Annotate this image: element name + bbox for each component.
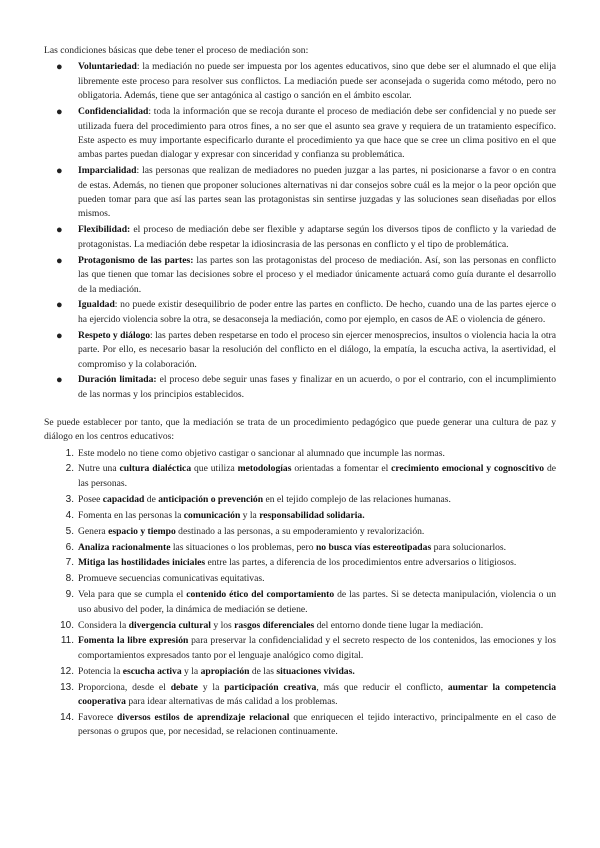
condition-item xyxy=(56,164,556,222)
point-text: Nutre una xyxy=(78,463,120,475)
point-text: de las xyxy=(249,665,277,677)
point-item xyxy=(65,556,556,570)
point-text: y la xyxy=(240,509,260,521)
point-bold-text: aumentar la competencia cooperativa xyxy=(78,681,556,708)
point-text: y la xyxy=(197,681,225,693)
point-item xyxy=(65,462,557,491)
point-item xyxy=(65,525,556,539)
point-bold-text: Mitiga las hostilidades iniciales xyxy=(78,557,206,569)
point-number: 6. xyxy=(65,541,74,553)
bullet-icon: ● xyxy=(56,254,63,267)
condition-term: Igualdad xyxy=(78,299,115,311)
point-text: en el tejido complejo de las relaciones humanas. xyxy=(263,493,451,505)
bullet-icon: ● xyxy=(56,299,63,312)
point-text: , más que reducir el conflicto, xyxy=(316,681,448,693)
condition-term: Flexibilidad: xyxy=(78,224,131,236)
conditions-list xyxy=(44,60,556,402)
point-text: orientadas a fomentar el xyxy=(291,463,392,475)
point-item xyxy=(65,509,556,523)
condition-text: : las partes deben respetarse en todo el proceso sin ejercer menosprecios, insultos o violencia hacia la otra parte. Por ello, es necesario basar la resolución del conflicto en el diálogo, la empatía, la escucha activa, la asertividad, el compromiso y la colaboración. xyxy=(78,329,556,370)
spacer xyxy=(44,404,556,416)
condition-item xyxy=(56,105,556,163)
point-bold-text: situaciones vividas. xyxy=(276,665,355,677)
condition-item xyxy=(56,329,556,372)
intro-paragraph: Las condiciones básicas que debe tener el proceso de mediación son: xyxy=(44,45,309,56)
condition-item xyxy=(56,223,556,252)
condition-text: : no puede existir desequilibrio de poder entre las partes en conflicto. De hecho, cuando una de las partes ejerce o ha ejercido violencia sobre la otra, se desaconseja la mediación, como por ejemplo, en casos de AE o violencia de género. xyxy=(78,299,556,325)
point-bold-text: divergencia cultural xyxy=(128,619,211,631)
point-number: 14. xyxy=(60,711,74,723)
point-text: y los xyxy=(210,619,235,631)
point-bold-text: crecimiento emocional y cognoscitivo xyxy=(391,463,545,475)
point-item xyxy=(65,572,556,586)
point-text: Este modelo no tiene como objetivo castigar o sancionar al alumnado que incumple las normas. xyxy=(78,447,445,459)
point-number: 11. xyxy=(60,635,74,647)
point-bold-text: anticipación o prevención xyxy=(158,493,264,505)
point-item xyxy=(60,634,556,663)
point-text: de las partes. Si se detecta manipulación, violencia o un uso abusivo del poder, la dinámica de mediación se detiene. xyxy=(78,589,557,615)
point-text: las situaciones o los problemas, pero xyxy=(170,541,316,553)
point-item xyxy=(60,711,556,740)
point-bold-text: cultura dialéctica xyxy=(119,463,192,475)
condition-term: Duración limitada: xyxy=(78,374,157,386)
point-text: y la xyxy=(181,665,201,677)
point-item xyxy=(65,493,556,507)
point-item xyxy=(65,447,556,461)
point-bold-text: comunicación xyxy=(183,509,241,521)
condition-text: : las personas que realizan de mediadores no pueden juzgar a las partes, ni posicionarse a favor o en contra de estas. Además, no tienen que proponer soluciones alternativas ni dar consejos sobre cuál es la mejor o la peor opción que pueden tomar para que así las partes sean las protagonistas sin sentirse juzgadas y las soluciones sean diseñadas por ellos mismos. xyxy=(78,165,556,220)
point-text: Fomenta en las personas la xyxy=(78,509,184,521)
point-text: destinado a las personas, a su empoderamiento y revalorización. xyxy=(175,525,425,537)
point-number: 2. xyxy=(65,463,74,475)
condition-term: Protagonismo de las partes: xyxy=(78,254,194,266)
point-text: para preservar la confidencialidad y el secreto respecto de los contenidos, las emociones y los comportamientos expresados tanto por el lenguaje analógico como digital. xyxy=(78,635,556,661)
point-number: 5. xyxy=(65,525,74,537)
point-item xyxy=(60,665,556,679)
bullet-icon: ● xyxy=(56,106,63,119)
condition-text: las partes son las protagonistas del proceso de mediación. Así, son las personas en conflicto las que tienen que tomar las decisiones sobre el proceso y el mediador únicamente actuará como guía durante el desarrollo de la mediación. xyxy=(78,254,556,295)
condition-term: Voluntariedad xyxy=(78,61,137,73)
condition-text: : toda la información que se recoja durante el proceso de mediación debe ser confidencial y no puede ser utilizada fuera del procedimiento para otros fines, a no ser que el asunto sea grave y requiera de un tratamiento específico. Este aspecto es muy importante especificarlo durante el procedimiento ya que hace que se cree un clima positivo en el que ambas partes puedan dialogar y expresar con sinceridad y confianza su problemática. xyxy=(78,106,556,161)
point-item xyxy=(65,541,556,555)
point-text: de las personas. xyxy=(78,463,557,489)
point-text: Proporciona, desde el xyxy=(78,681,171,693)
point-text: que enriquecen el tejido interactivo, principalmente en el caso de personas o grupos que, por necesidad, se relacionen continuamente. xyxy=(78,711,556,738)
point-bold-text: Analiza racionalmente xyxy=(78,541,171,553)
point-text: que utiliza xyxy=(191,463,238,475)
point-number: 7. xyxy=(65,557,74,569)
point-bold-text: capacidad xyxy=(102,493,145,505)
point-bold-text: metodologías xyxy=(237,463,292,475)
point-text: del entorno donde tiene lugar la mediación. xyxy=(314,619,484,631)
bullet-icon: ● xyxy=(56,374,63,387)
point-bold-text: rasgos diferenciales xyxy=(234,619,315,631)
point-number: 4. xyxy=(65,509,74,521)
point-text: para idear alternativas de más calidad a los problemas. xyxy=(125,696,338,708)
point-item xyxy=(60,681,556,710)
point-number: 9. xyxy=(65,589,74,601)
condition-text: el proceso debe seguir unas fases y finalizar en un acuerdo, o por el contrario, con el incumplimiento de las normas y los principios establecidos. xyxy=(78,374,556,400)
point-item xyxy=(65,588,557,617)
point-bold-text: apropiación xyxy=(200,665,250,677)
bullet-icon: ● xyxy=(56,329,63,342)
point-text: Promueve secuencias comunicativas equitativas. xyxy=(78,573,265,585)
point-text: para solucionarlos. xyxy=(431,541,507,553)
condition-item xyxy=(56,254,556,297)
point-text: Potencia la xyxy=(78,665,123,677)
point-number: 10. xyxy=(60,619,74,631)
bullet-icon: ● xyxy=(56,61,63,74)
point-text: Vela para que se cumpla el xyxy=(78,589,187,601)
point-bold-text: escucha activa xyxy=(122,665,182,677)
point-text: Posee xyxy=(78,493,103,505)
second-intro-paragraph: Se puede establecer por tanto, que la mediación se trata de un procedimiento pedagógico que puede generar una cultura de paz y diálogo en los centros educativos: xyxy=(44,416,556,443)
condition-term: Confidencialidad xyxy=(78,106,149,118)
point-number: 13. xyxy=(60,681,74,693)
point-bold-text: espacio y tiempo xyxy=(108,525,176,537)
point-number: 1. xyxy=(65,447,74,459)
point-bold-text: diversos estilos de aprendizaje relacional xyxy=(117,711,290,723)
point-bold-text: contenido ético del comportamiento xyxy=(186,589,335,601)
condition-item xyxy=(56,60,556,103)
point-text: de xyxy=(144,493,159,505)
bullet-icon: ● xyxy=(56,165,63,178)
points-list xyxy=(44,447,556,740)
point-item xyxy=(60,619,556,633)
point-bold-text: Fomenta la libre expresión xyxy=(78,635,189,647)
point-bold-text: debate xyxy=(170,681,198,693)
condition-item xyxy=(56,298,556,327)
point-number: 8. xyxy=(65,573,74,585)
condition-term: Imparcialidad xyxy=(78,165,137,177)
point-text: Genera xyxy=(78,525,109,537)
point-number: 3. xyxy=(65,493,74,505)
point-bold-text: no busca vías estereotipadas xyxy=(315,541,432,553)
condition-text: : la mediación no puede ser impuesta por los agentes educativos, sino que debe ser el alumnado el que elija libremente este proceso para resolver sus conflictos. La mediación puede ser aconsejada o sugerida como método, pero no obligatoria. Además, tiene que ser antagónica al castigo o sanción en el ámbito escolar. xyxy=(78,61,556,102)
point-text: Considera la xyxy=(78,619,129,631)
condition-item xyxy=(56,373,556,402)
point-number: 12. xyxy=(60,665,74,677)
point-bold-text: responsabilidad solidaria. xyxy=(259,509,365,521)
point-text: Favorece xyxy=(78,711,118,723)
condition-term: Respeto y diálogo xyxy=(78,329,151,341)
bullet-icon: ● xyxy=(56,224,63,237)
point-text: entre las partes, a diferencia de los procedimientos entre adversarios o litigiosos. xyxy=(205,557,517,569)
point-bold-text: participación creativa xyxy=(224,681,317,693)
condition-text: el proceso de mediación debe ser flexible y adaptarse según los diversos tipos de conflicto y la variedad de protagonistas. La mediación debe respetar la idiosincrasia de las personas en conflicto y el tipo de problemática. xyxy=(78,224,556,250)
